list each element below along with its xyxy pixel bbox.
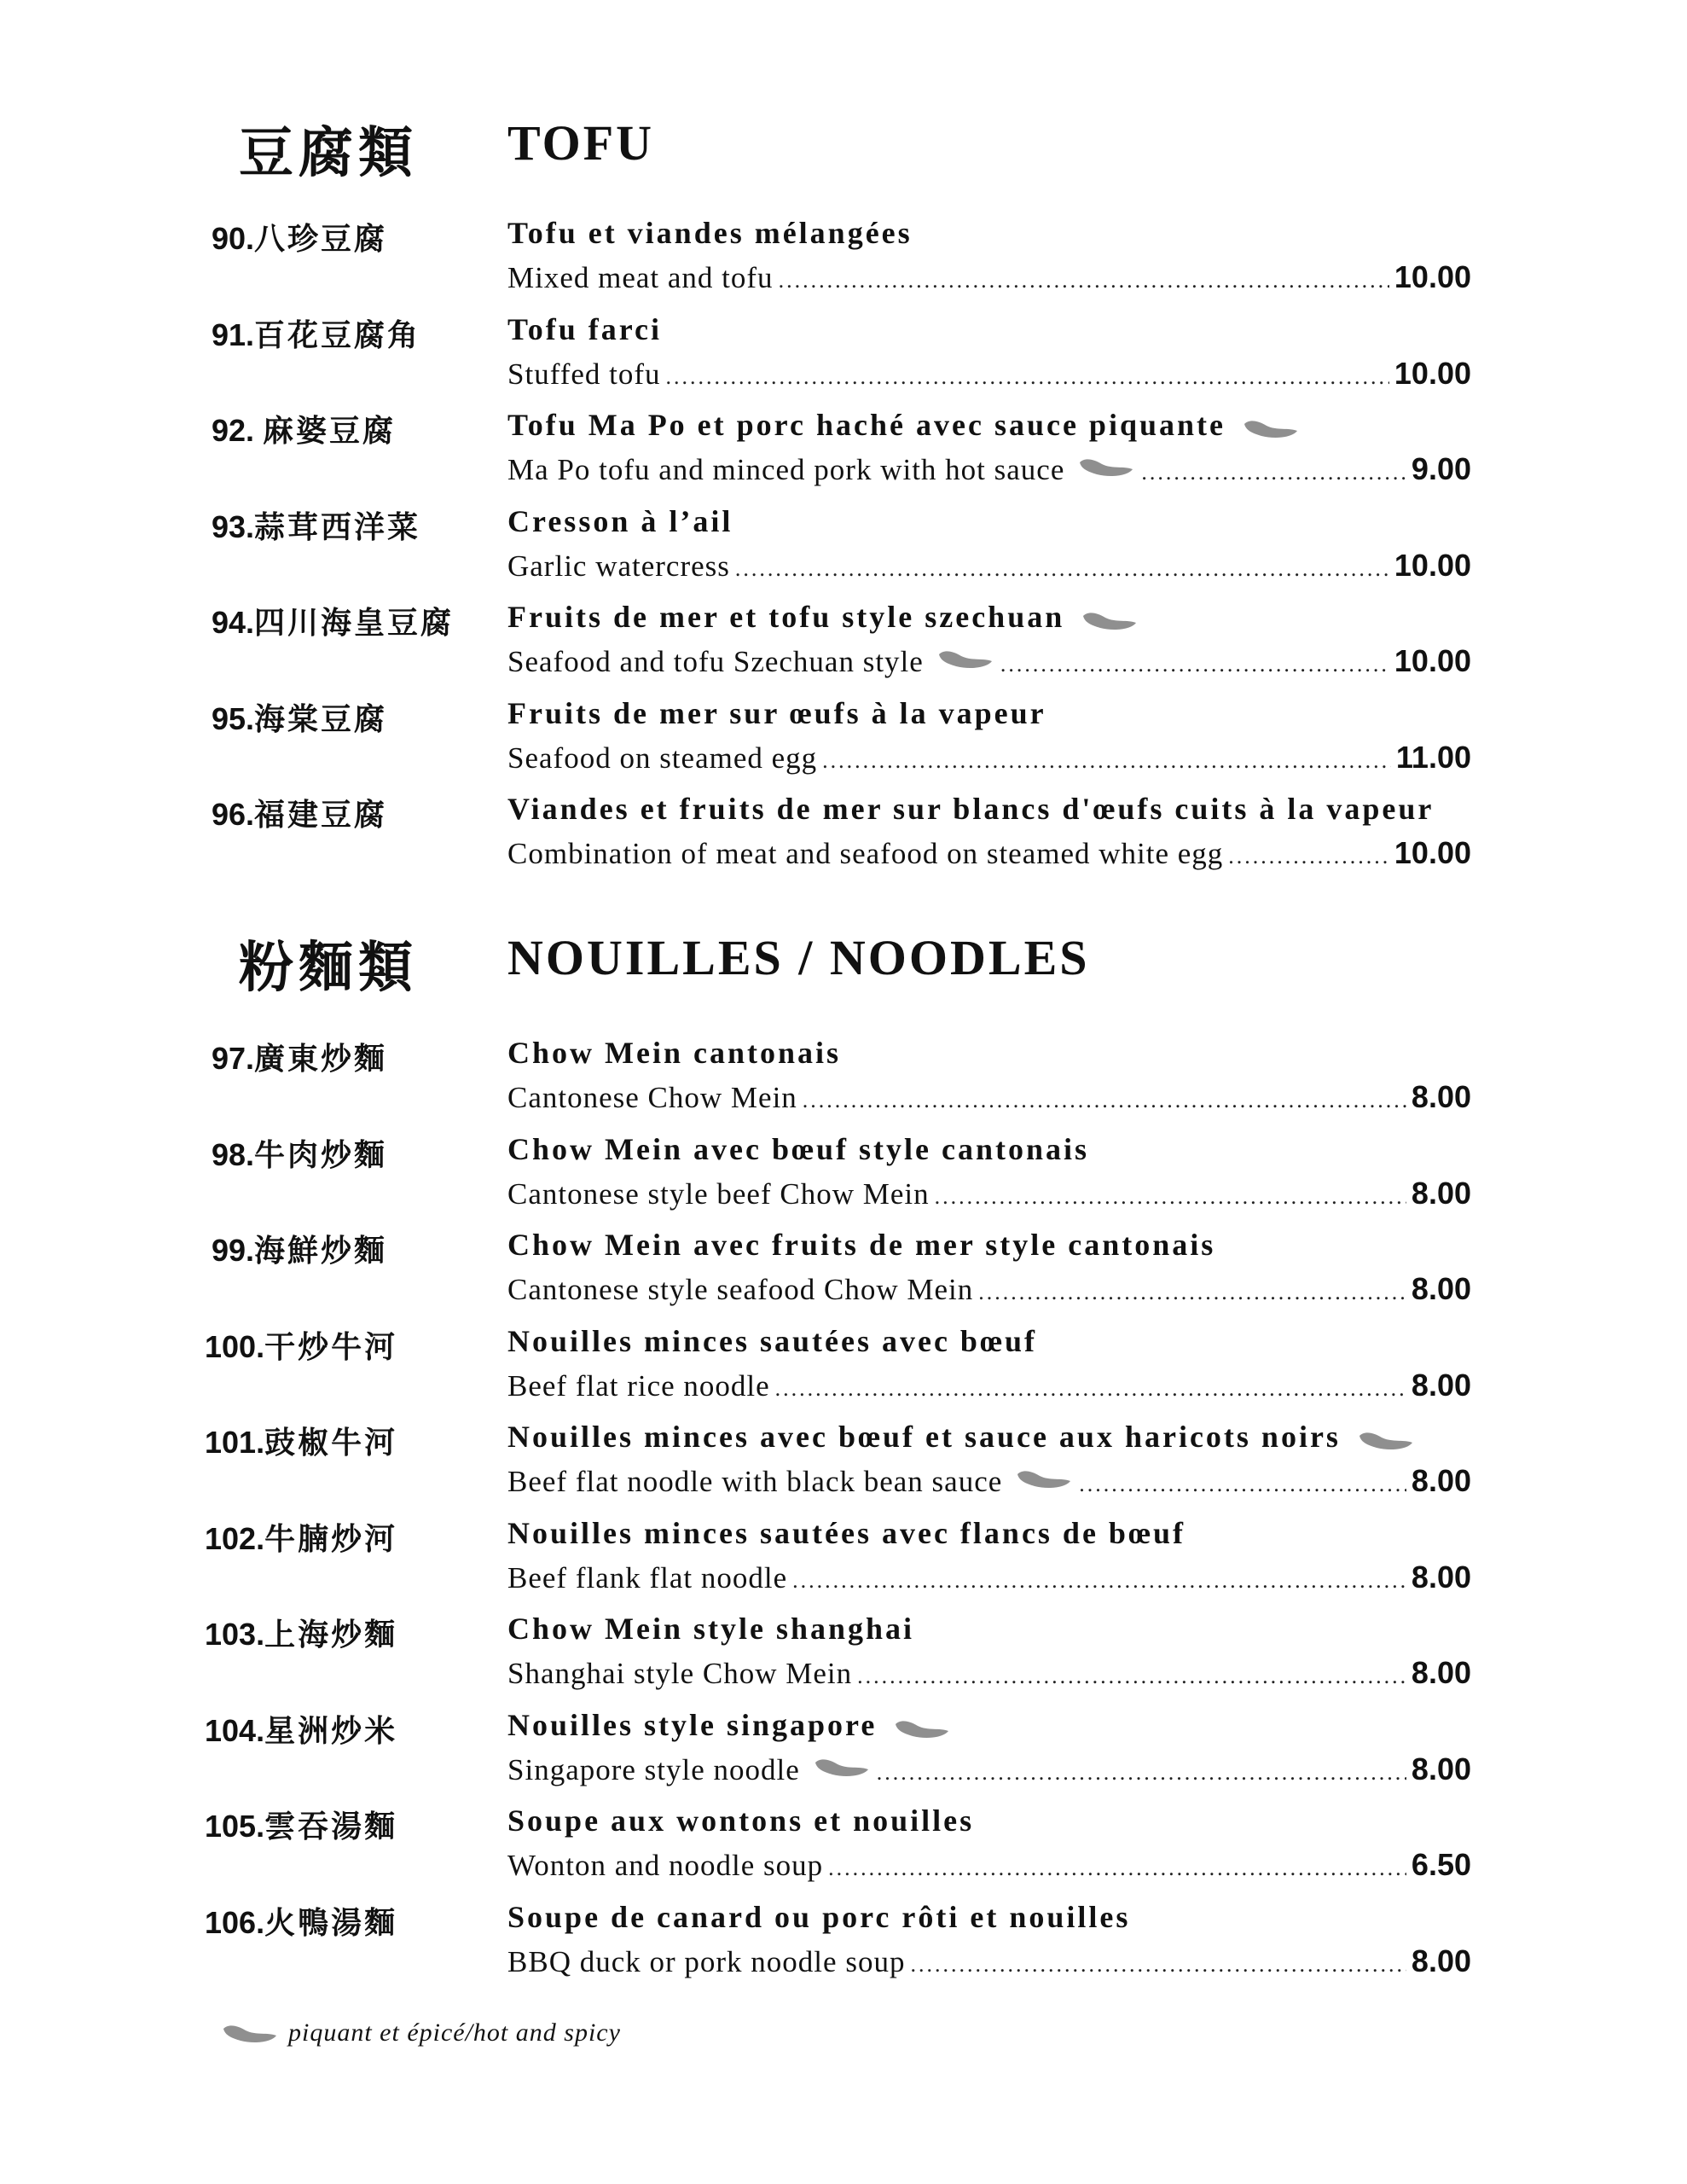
item-name-fr bbox=[507, 1227, 1215, 1263]
item-number-value: 95. bbox=[212, 701, 255, 736]
item-number-value: 93. bbox=[212, 509, 255, 544]
item-name-fr-text: Nouilles minces sautées avec flancs de bœuf bbox=[507, 1516, 1186, 1550]
item-name-cn: 百花豆腐角 bbox=[254, 318, 421, 353]
item-price-line bbox=[507, 451, 1471, 489]
item-name-fr bbox=[507, 215, 913, 251]
item-price: 8.00 bbox=[1411, 1943, 1471, 1978]
item-name-fr bbox=[507, 791, 1434, 827]
item-name-en: Mixed meat and tofu bbox=[507, 261, 774, 294]
item-name-cn: 干炒牛河 bbox=[264, 1330, 398, 1365]
item-price: 8.00 bbox=[1411, 1079, 1471, 1114]
item-number bbox=[205, 1707, 397, 1751]
dot-leader bbox=[775, 1376, 1406, 1402]
item-name-en: Ma Po tofu and minced pork with hot sauce bbox=[507, 453, 1065, 486]
dot-leader bbox=[1228, 844, 1389, 869]
dot-leader bbox=[1079, 1472, 1406, 1497]
item-number bbox=[205, 1419, 397, 1462]
item-price: 8.00 bbox=[1411, 1176, 1471, 1211]
item-name-en: Stuffed tofu bbox=[507, 357, 661, 391]
item-price: 9.00 bbox=[1411, 451, 1471, 486]
section-title-cn: 豆腐類 bbox=[239, 121, 418, 185]
item-number-value: 100. bbox=[205, 1329, 265, 1364]
item-name-cn: 雲吞湯麵 bbox=[264, 1809, 398, 1844]
item-name-en: Beef flat noodle with black bean sauce bbox=[507, 1465, 1003, 1498]
item-price-line bbox=[507, 1176, 1471, 1213]
item-price: 8.00 bbox=[1411, 1463, 1471, 1498]
legend-text: piquant et épicé/hot and spicy bbox=[288, 2018, 621, 2047]
dot-leader bbox=[779, 268, 1389, 293]
item-number-value: 94. bbox=[212, 605, 255, 640]
item-name-fr-text: Tofu farci bbox=[507, 312, 663, 346]
item-number bbox=[212, 791, 387, 834]
item-name-cn: 八珍豆腐 bbox=[254, 222, 388, 257]
section-title-en: NOUILLES / NOODLES bbox=[507, 930, 1090, 985]
item-name-fr bbox=[507, 599, 1139, 635]
item-number bbox=[212, 503, 420, 547]
item-name-en: Cantonese style seafood Chow Mein bbox=[507, 1273, 974, 1306]
item-name-fr bbox=[507, 311, 662, 347]
item-name-en: Garlic watercress bbox=[507, 549, 730, 583]
item-price-line bbox=[507, 835, 1471, 873]
dot-leader bbox=[1000, 652, 1389, 677]
section-title-cn: 粉麵類 bbox=[239, 936, 418, 1000]
item-name-fr-text: Chow Mein cantonais bbox=[507, 1036, 842, 1070]
chili-pepper-icon bbox=[220, 2020, 280, 2046]
menu-item bbox=[0, 695, 1687, 791]
item-price: 10.00 bbox=[1394, 356, 1471, 391]
item-name-fr-text: Chow Mein style shanghai bbox=[507, 1612, 915, 1646]
menu-item bbox=[0, 311, 1687, 407]
item-name-fr-text: Soupe aux wontons et nouilles bbox=[507, 1804, 975, 1838]
item-price: 8.00 bbox=[1411, 1560, 1471, 1594]
item-price-line bbox=[507, 1655, 1471, 1693]
item-name-cn: 麻婆豆腐 bbox=[263, 414, 397, 449]
item-number-value: 104. bbox=[205, 1713, 265, 1748]
item-price-line bbox=[507, 1079, 1471, 1117]
dot-leader bbox=[735, 556, 1389, 582]
item-name-cn: 牛肉炒麵 bbox=[254, 1138, 388, 1173]
item-name-en: Combination of meat and seafood on steamed white egg bbox=[507, 837, 1224, 870]
item-name-cn: 星洲炒米 bbox=[264, 1714, 398, 1749]
item-name-en: Shanghai style Chow Mein bbox=[507, 1657, 853, 1690]
item-name-cn: 豉椒牛河 bbox=[264, 1426, 398, 1461]
item-price: 10.00 bbox=[1394, 548, 1471, 583]
item-name-fr-text: Fruits de mer et tofu style szechuan bbox=[507, 600, 1065, 634]
item-price: 8.00 bbox=[1411, 1751, 1471, 1786]
item-number bbox=[205, 1323, 397, 1367]
item-number bbox=[212, 1035, 387, 1078]
menu-item bbox=[0, 1899, 1687, 1995]
item-price-line bbox=[507, 643, 1471, 681]
item-name-fr-text: Tofu et viandes mélangées bbox=[507, 216, 913, 250]
item-price: 8.00 bbox=[1411, 1271, 1471, 1306]
item-name-en: Wonton and noodle soup bbox=[507, 1849, 824, 1882]
menu-item bbox=[0, 1323, 1687, 1419]
chili-pepper-icon bbox=[812, 1754, 872, 1780]
menu-item bbox=[0, 407, 1687, 502]
item-number bbox=[212, 695, 387, 739]
item-name-fr-text: Nouilles minces sautées avec bœuf bbox=[507, 1324, 1037, 1358]
item-name-fr bbox=[507, 1899, 1130, 1935]
spicy-legend bbox=[220, 2018, 621, 2048]
item-price: 11.00 bbox=[1395, 740, 1471, 775]
chili-pepper-icon bbox=[1080, 607, 1139, 633]
item-name-fr bbox=[507, 1803, 974, 1838]
item-name-fr bbox=[507, 503, 733, 539]
dot-leader bbox=[978, 1280, 1406, 1305]
item-name-fr-text: Viandes et fruits de mer sur blancs d'œufs cuits à la vapeur bbox=[507, 792, 1435, 826]
menu-item bbox=[0, 1707, 1687, 1803]
item-price: 8.00 bbox=[1411, 1368, 1471, 1403]
item-name-en: Seafood on steamed egg bbox=[507, 741, 818, 775]
item-number bbox=[212, 215, 387, 258]
item-number-value: 106. bbox=[205, 1905, 265, 1940]
dot-leader bbox=[1141, 460, 1406, 485]
dot-leader bbox=[666, 364, 1389, 390]
item-name-en: Beef flank flat noodle bbox=[507, 1561, 788, 1594]
item-name-fr bbox=[507, 695, 1046, 731]
section-title-en: TOFU bbox=[507, 115, 655, 171]
item-number bbox=[205, 1803, 397, 1846]
menu-item bbox=[0, 791, 1687, 886]
item-price-line bbox=[507, 1271, 1471, 1309]
menu-item bbox=[0, 1227, 1687, 1322]
item-name-cn: 火鴨湯麵 bbox=[264, 1906, 398, 1941]
menu-item bbox=[0, 503, 1687, 599]
dot-leader bbox=[857, 1664, 1406, 1689]
item-name-cn: 蒜茸西洋菜 bbox=[254, 510, 421, 545]
item-number bbox=[212, 311, 420, 355]
chili-pepper-icon bbox=[1014, 1466, 1074, 1491]
item-number bbox=[212, 1131, 387, 1175]
item-number-value: 91. bbox=[212, 317, 255, 352]
menu-item bbox=[0, 1131, 1687, 1227]
item-number-value: 99. bbox=[212, 1233, 255, 1268]
item-name-cn: 福建豆腐 bbox=[254, 798, 388, 833]
chili-pepper-icon bbox=[1076, 454, 1136, 479]
item-price-line bbox=[507, 1560, 1471, 1597]
item-name-fr bbox=[507, 407, 1301, 443]
item-name-en: Cantonese Chow Mein bbox=[507, 1081, 797, 1114]
menu-item bbox=[0, 1419, 1687, 1514]
item-price: 10.00 bbox=[1394, 259, 1471, 294]
menu-item bbox=[0, 1515, 1687, 1611]
item-number bbox=[212, 1227, 387, 1270]
item-number-value: 92. bbox=[212, 413, 264, 448]
item-name-cn: 四川海皇豆腐 bbox=[254, 606, 455, 641]
chili-pepper-icon bbox=[1241, 415, 1301, 441]
item-name-fr-text: Cresson à l’ail bbox=[507, 504, 733, 538]
item-name-fr-text: Nouilles style singapore bbox=[507, 1708, 878, 1742]
item-price-line bbox=[507, 1463, 1471, 1501]
item-number-value: 90. bbox=[212, 221, 255, 256]
item-number-value: 98. bbox=[212, 1137, 255, 1172]
item-number-value: 103. bbox=[205, 1617, 265, 1652]
item-name-fr-text: Chow Mein avec fruits de mer style cantonais bbox=[507, 1228, 1216, 1262]
item-number bbox=[205, 1515, 397, 1559]
chili-pepper-icon bbox=[936, 646, 995, 671]
item-name-fr bbox=[507, 1131, 1089, 1167]
dot-leader bbox=[828, 1856, 1406, 1881]
dot-leader bbox=[910, 1952, 1406, 1978]
item-number bbox=[212, 407, 396, 450]
menu-item bbox=[0, 599, 1687, 694]
item-number bbox=[212, 599, 454, 642]
dot-leader bbox=[792, 1568, 1406, 1594]
item-name-en: Seafood and tofu Szechuan style bbox=[507, 645, 924, 678]
menu-item bbox=[0, 1803, 1687, 1898]
item-price: 6.50 bbox=[1411, 1847, 1471, 1882]
item-name-en: BBQ duck or pork noodle soup bbox=[507, 1945, 906, 1978]
item-price: 10.00 bbox=[1394, 835, 1471, 870]
item-name-fr-text: Soupe de canard ou porc rôti et nouilles bbox=[507, 1900, 1131, 1934]
item-name-en: Beef flat rice noodle bbox=[507, 1369, 770, 1403]
dot-leader bbox=[877, 1760, 1406, 1786]
item-name-fr bbox=[507, 1707, 952, 1743]
item-number-value: 101. bbox=[205, 1425, 265, 1460]
item-price: 8.00 bbox=[1411, 1655, 1471, 1690]
item-price-line bbox=[507, 1943, 1471, 1981]
item-name-fr-text: Fruits de mer sur œufs à la vapeur bbox=[507, 696, 1046, 730]
item-price-line bbox=[507, 1847, 1471, 1885]
menu-item bbox=[0, 215, 1687, 311]
chili-pepper-icon bbox=[1356, 1427, 1416, 1453]
item-name-cn: 牛腩炒河 bbox=[264, 1522, 398, 1557]
item-name-fr bbox=[507, 1035, 841, 1071]
item-price-line bbox=[507, 1751, 1471, 1789]
item-name-en: Singapore style noodle bbox=[507, 1753, 800, 1786]
item-name-fr bbox=[507, 1611, 914, 1647]
dot-leader bbox=[803, 1088, 1406, 1113]
item-number-value: 105. bbox=[205, 1809, 265, 1844]
chili-pepper-icon bbox=[892, 1716, 952, 1741]
item-name-cn: 上海炒麵 bbox=[264, 1618, 398, 1653]
dot-leader bbox=[822, 748, 1391, 774]
item-number bbox=[205, 1611, 397, 1654]
dot-leader bbox=[935, 1184, 1406, 1210]
item-name-en: Cantonese style beef Chow Mein bbox=[507, 1177, 930, 1211]
item-price-line bbox=[507, 740, 1471, 777]
item-name-cn: 海棠豆腐 bbox=[254, 702, 388, 737]
item-name-cn: 海鮮炒麵 bbox=[254, 1234, 388, 1269]
item-number bbox=[205, 1899, 397, 1943]
item-name-fr bbox=[507, 1419, 1416, 1455]
item-price-line bbox=[507, 1368, 1471, 1405]
item-name-fr bbox=[507, 1515, 1186, 1551]
item-name-fr-text: Tofu Ma Po et porc haché avec sauce piquante bbox=[507, 408, 1226, 442]
item-price-line bbox=[507, 356, 1471, 393]
item-number-value: 96. bbox=[212, 797, 255, 832]
item-price-line bbox=[507, 548, 1471, 585]
item-name-fr-text: Nouilles minces avec bœuf et sauce aux haricots noirs bbox=[507, 1420, 1341, 1454]
menu-item bbox=[0, 1611, 1687, 1706]
item-number-value: 102. bbox=[205, 1521, 265, 1556]
item-price-line bbox=[507, 259, 1471, 297]
item-name-fr bbox=[507, 1323, 1037, 1359]
item-number-value: 97. bbox=[212, 1041, 255, 1076]
menu-item bbox=[0, 1035, 1687, 1130]
item-name-cn: 廣東炒麵 bbox=[254, 1042, 388, 1077]
item-price: 10.00 bbox=[1394, 643, 1471, 678]
item-name-fr-text: Chow Mein avec bœuf style cantonais bbox=[507, 1132, 1089, 1166]
